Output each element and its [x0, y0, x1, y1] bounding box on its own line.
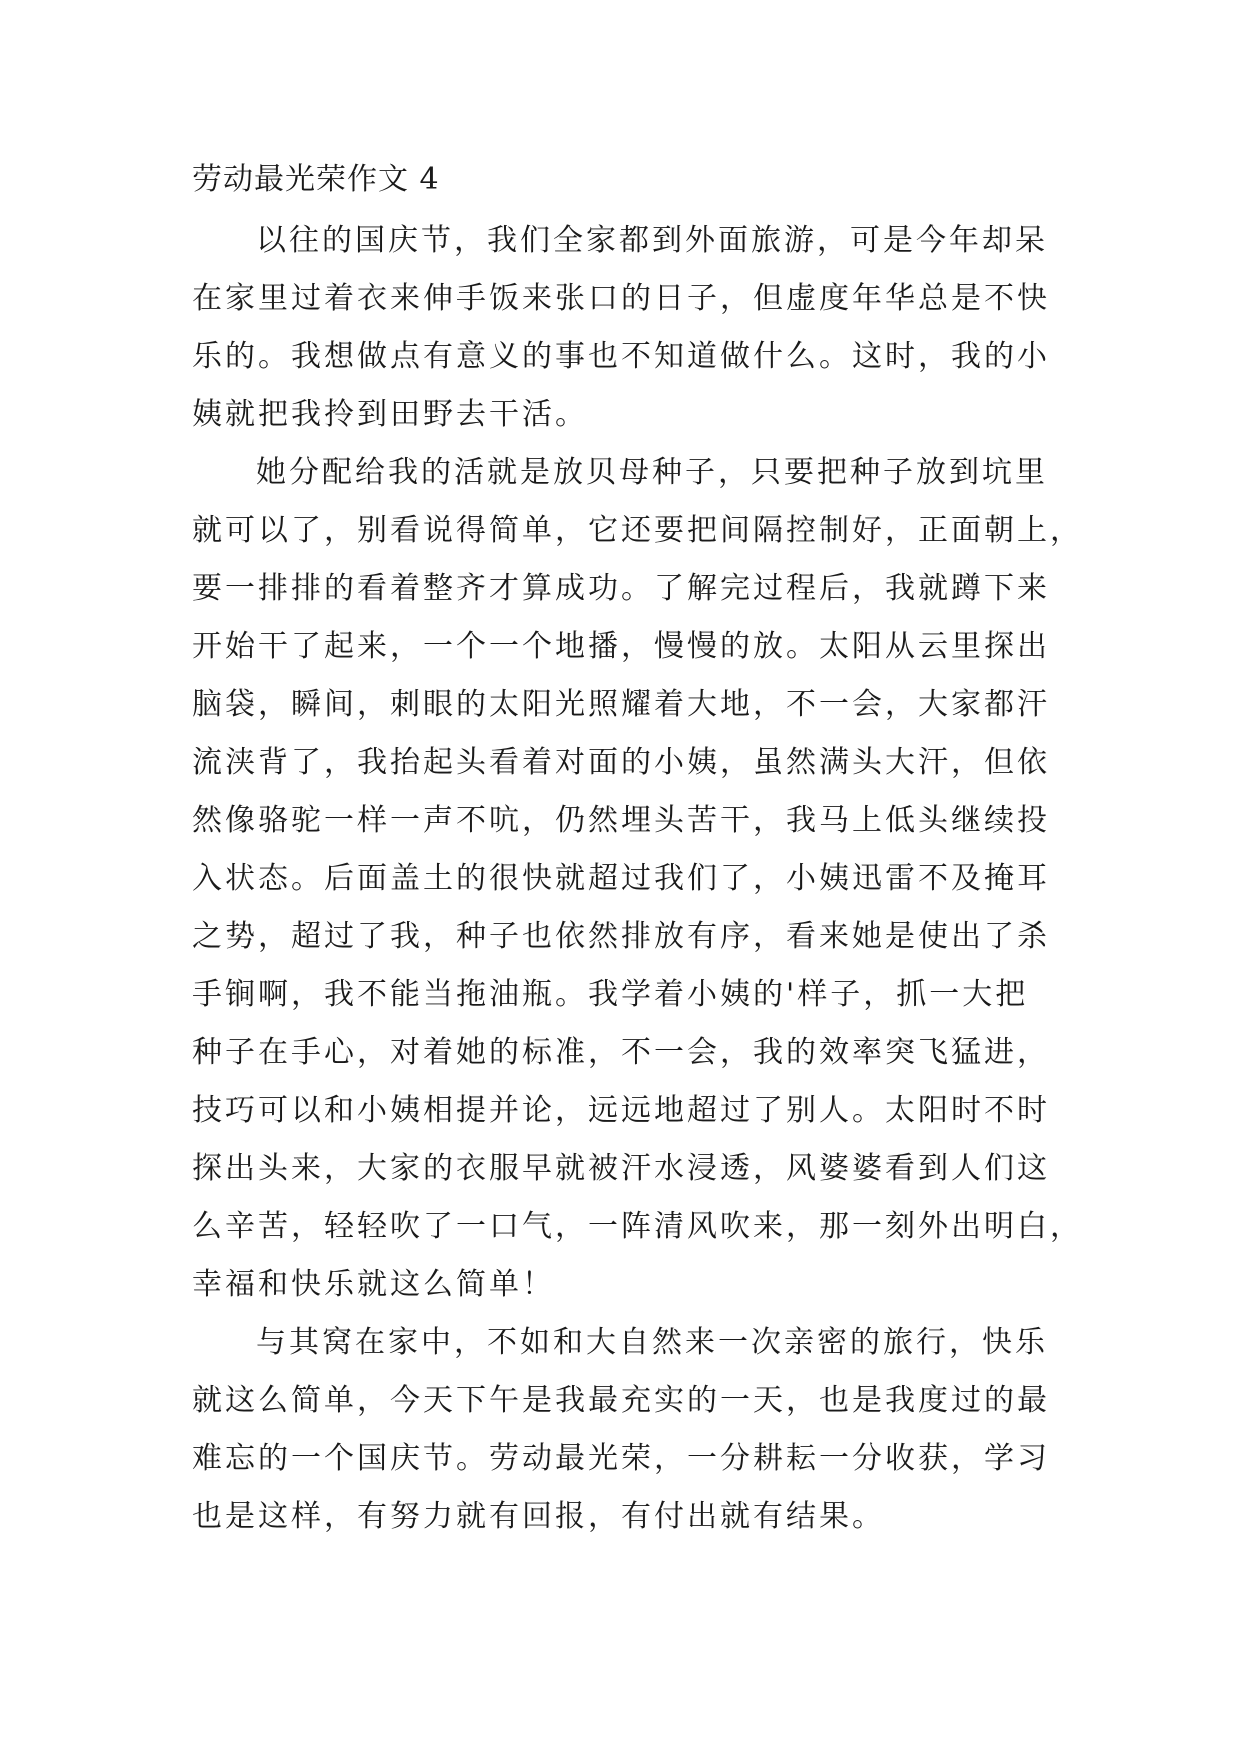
paragraph-line: 脑袋，瞬间，刺眼的太阳光照耀着大地，不一会，大家都汗 — [192, 687, 1050, 722]
paragraph-line: 与其窝在家中，不如和大自然来一次亲密的旅行，快乐 — [256, 1325, 1048, 1360]
paragraph-line: 探出头来，大家的衣服早就被汗水浸透，风婆婆看到人们这 — [192, 1151, 1050, 1186]
paragraph-line: 幸福和快乐就这么简单！ — [192, 1267, 555, 1302]
paragraph-3 — [192, 1314, 1054, 1546]
paragraph-line: 就这么简单，今天下午是我最充实的一天，也是我度过的最 — [192, 1383, 1050, 1418]
paragraph-line: 流浃背了，我抬起头看着对面的小姨，虽然满头大汗，但依 — [192, 745, 1050, 780]
document-title: 劳动最光荣作文 4 — [192, 162, 440, 197]
paragraph-line: 然像骆驼一样一声不吭，仍然埋头苦干，我马上低头继续投 — [192, 803, 1050, 838]
paragraph-line: 开始干了起来，一个一个地播，慢慢的放。太阳从云里探出 — [192, 629, 1050, 664]
paragraph-line: 手锏啊，我不能当拖油瓶。我学着小姨的'样子，抓一大把 — [192, 977, 1029, 1012]
document-body — [192, 152, 1083, 1546]
paragraph-line: 乐的。我想做点有意义的事也不知道做什么。这时，我的小 — [192, 339, 1050, 374]
paragraph-line: 之势，超过了我，种子也依然排放有序，看来她是使出了杀 — [192, 919, 1050, 954]
paragraph-line: 以往的国庆节，我们全家都到外面旅游，可是今年却呆 — [256, 223, 1048, 258]
paragraph-line: 种子在手心，对着她的标准，不一会，我的效率突飞猛进， — [192, 1035, 1050, 1070]
paragraph-line: 就可以了，别看说得简单，它还要把间隔控制好，正面朝上， — [192, 513, 1083, 548]
paragraph-line: 要一排排的看着整齐才算成功。了解完过程后，我就蹲下来 — [192, 571, 1050, 606]
paragraph-1 — [192, 212, 1054, 444]
paragraph-line: 也是这样，有努力就有回报，有付出就有结果。 — [192, 1499, 885, 1534]
paragraph-line: 姨就把我拎到田野去干活。 — [192, 397, 588, 432]
paragraph-line: 难忘的一个国庆节。劳动最光荣，一分耕耘一分收获，学习 — [192, 1441, 1050, 1476]
paragraph-line: 她分配给我的活就是放贝母种子，只要把种子放到坑里 — [256, 455, 1048, 490]
paragraph-line: 在家里过着衣来伸手饭来张口的日子，但虚度年华总是不快 — [192, 281, 1050, 316]
paragraph-line: 技巧可以和小姨相提并论，远远地超过了别人。太阳时不时 — [192, 1093, 1050, 1128]
paragraph-2 — [192, 444, 1083, 1314]
paragraph-line: 么辛苦，轻轻吹了一口气，一阵清风吹来，那一刻外出明白， — [192, 1209, 1083, 1244]
paragraph-line: 入状态。后面盖土的很快就超过我们了，小姨迅雷不及掩耳 — [192, 861, 1050, 896]
